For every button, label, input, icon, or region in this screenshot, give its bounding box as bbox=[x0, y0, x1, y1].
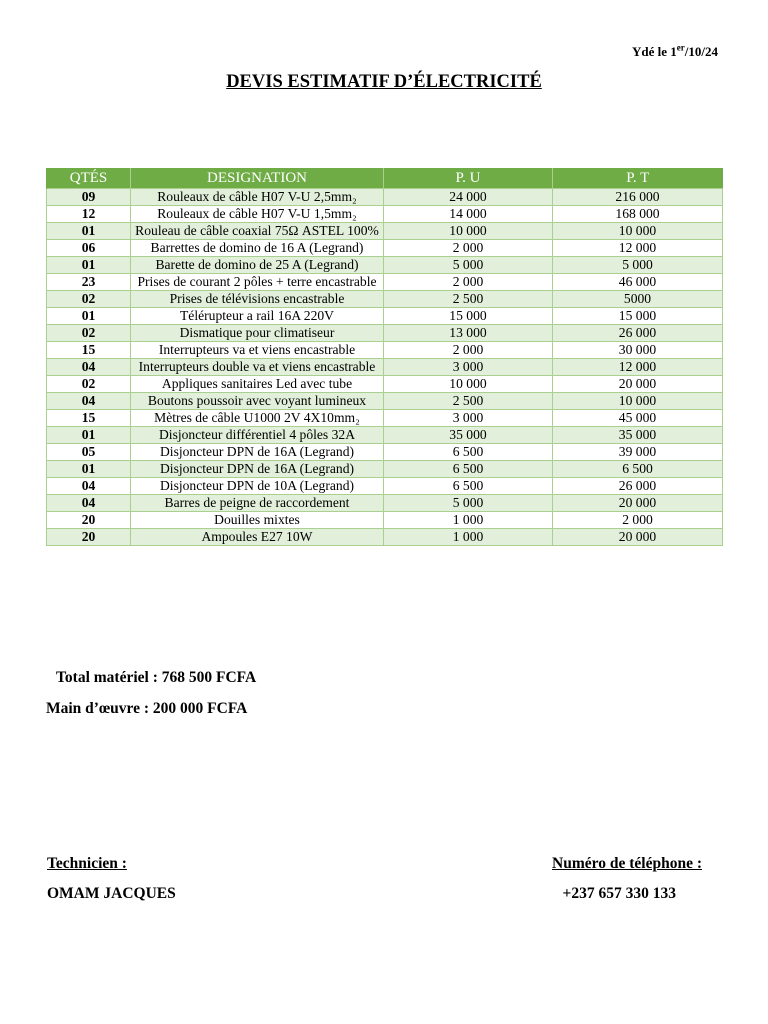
column-header-designation: DESIGNATION bbox=[131, 168, 384, 189]
cell-qty: 01 bbox=[47, 427, 131, 444]
cell-designation: Disjoncteur DPN de 10A (Legrand) bbox=[131, 478, 384, 495]
cell-unit-price: 6 500 bbox=[384, 478, 553, 495]
cell-total-price: 6 500 bbox=[553, 461, 723, 478]
cell-unit-price: 2 000 bbox=[384, 342, 553, 359]
cell-qty: 01 bbox=[47, 257, 131, 274]
table-row bbox=[47, 444, 723, 461]
technicien-name: OMAM JACQUES bbox=[47, 885, 176, 902]
cell-total-price: 12 000 bbox=[553, 240, 723, 257]
table-row bbox=[47, 529, 723, 546]
cell-designation: Disjoncteur différentiel 4 pôles 32A bbox=[131, 427, 384, 444]
cell-total-price: 10 000 bbox=[553, 223, 723, 240]
cell-qty: 04 bbox=[47, 478, 131, 495]
cell-qty: 15 bbox=[47, 410, 131, 427]
cell-qty: 01 bbox=[47, 223, 131, 240]
table-row bbox=[47, 478, 723, 495]
table-row bbox=[47, 410, 723, 427]
table-row bbox=[47, 359, 723, 376]
cell-designation: Rouleaux de câble H07 V-U 2,5mm₂ bbox=[131, 189, 384, 206]
table-row bbox=[47, 342, 723, 359]
cell-qty: 20 bbox=[47, 512, 131, 529]
cell-unit-price: 2 000 bbox=[384, 240, 553, 257]
cell-designation: Boutons poussoir avec voyant lumineux bbox=[131, 393, 384, 410]
cell-designation: Disjoncteur DPN de 16A (Legrand) bbox=[131, 444, 384, 461]
total-materiel: Total matériel : 768 500 FCFA bbox=[56, 669, 257, 686]
cell-designation: Disjoncteur DPN de 16A (Legrand) bbox=[131, 461, 384, 478]
table-body bbox=[47, 189, 723, 546]
cell-qty: 23 bbox=[47, 274, 131, 291]
table-row bbox=[47, 223, 723, 240]
table-row bbox=[47, 427, 723, 444]
cell-designation: Barette de domino de 25 A (Legrand) bbox=[131, 257, 384, 274]
cell-designation: Dismatique pour climatiseur bbox=[131, 325, 384, 342]
cell-total-price: 26 000 bbox=[553, 478, 723, 495]
table-row bbox=[47, 308, 723, 325]
cell-total-price: 45 000 bbox=[553, 410, 723, 427]
cell-unit-price: 2 500 bbox=[384, 393, 553, 410]
cell-total-price: 10 000 bbox=[553, 393, 723, 410]
table-row bbox=[47, 461, 723, 478]
cell-qty: 04 bbox=[47, 359, 131, 376]
cell-designation: Télérupteur a rail 16A 220V bbox=[131, 308, 384, 325]
cell-total-price: 168 000 bbox=[553, 206, 723, 223]
cell-qty: 12 bbox=[47, 206, 131, 223]
cell-designation: Prises de courant 2 pôles + terre encastrable bbox=[131, 274, 384, 291]
cell-qty: 02 bbox=[47, 325, 131, 342]
table-row bbox=[47, 240, 723, 257]
cell-unit-price: 1 000 bbox=[384, 512, 553, 529]
cell-total-price: 20 000 bbox=[553, 529, 723, 546]
cell-designation: Rouleaux de câble H07 V-U 1,5mm₂ bbox=[131, 206, 384, 223]
cell-unit-price: 2 000 bbox=[384, 274, 553, 291]
cell-qty: 02 bbox=[47, 291, 131, 308]
table-row bbox=[47, 495, 723, 512]
cell-total-price: 30 000 bbox=[553, 342, 723, 359]
cell-designation: Interrupteurs double va et viens encastrable bbox=[131, 359, 384, 376]
table-row bbox=[47, 393, 723, 410]
cell-qty: 20 bbox=[47, 529, 131, 546]
cell-unit-price: 6 500 bbox=[384, 461, 553, 478]
cell-total-price: 46 000 bbox=[553, 274, 723, 291]
cell-designation: Douilles mixtes bbox=[131, 512, 384, 529]
cell-designation: Appliques sanitaires Led avec tube bbox=[131, 376, 384, 393]
phone-number: +237 657 330 133 bbox=[562, 885, 676, 902]
cell-unit-price: 5 000 bbox=[384, 257, 553, 274]
table-row bbox=[47, 325, 723, 342]
column-header-unit-price: P. U bbox=[384, 168, 553, 189]
cell-qty: 15 bbox=[47, 342, 131, 359]
table-row bbox=[47, 257, 723, 274]
cell-qty: 06 bbox=[47, 240, 131, 257]
cell-designation: Mètres de câble U1000 2V 4X10mm₂ bbox=[131, 410, 384, 427]
cell-qty: 02 bbox=[47, 376, 131, 393]
column-header-qty: QTÉS bbox=[47, 168, 131, 189]
cell-designation: Barres de peigne de raccordement bbox=[131, 495, 384, 512]
main-oeuvre: Main d’œuvre : 200 000 FCFA bbox=[46, 700, 248, 717]
phone-label: Numéro de téléphone : bbox=[552, 855, 702, 872]
table-header-row bbox=[47, 168, 723, 189]
cell-qty: 05 bbox=[47, 444, 131, 461]
quote-table bbox=[46, 168, 723, 546]
cell-qty: 04 bbox=[47, 495, 131, 512]
cell-qty: 04 bbox=[47, 393, 131, 410]
cell-designation: Prises de télévisions encastrable bbox=[131, 291, 384, 308]
cell-total-price: 5 000 bbox=[553, 257, 723, 274]
cell-total-price: 12 000 bbox=[553, 359, 723, 376]
cell-total-price: 2 000 bbox=[553, 512, 723, 529]
table-row bbox=[47, 291, 723, 308]
document-date bbox=[632, 44, 718, 60]
table-row bbox=[47, 189, 723, 206]
cell-total-price: 5000 bbox=[553, 291, 723, 308]
cell-total-price: 15 000 bbox=[553, 308, 723, 325]
cell-unit-price: 10 000 bbox=[384, 376, 553, 393]
cell-unit-price: 14 000 bbox=[384, 206, 553, 223]
cell-total-price: 216 000 bbox=[553, 189, 723, 206]
cell-designation: Ampoules E27 10W bbox=[131, 529, 384, 546]
cell-qty: 09 bbox=[47, 189, 131, 206]
cell-unit-price: 3 000 bbox=[384, 359, 553, 376]
cell-unit-price: 2 500 bbox=[384, 291, 553, 308]
cell-unit-price: 13 000 bbox=[384, 325, 553, 342]
cell-unit-price: 10 000 bbox=[384, 223, 553, 240]
date-rest: /10/24 bbox=[684, 44, 718, 59]
technicien-label: Technicien : bbox=[47, 855, 127, 872]
cell-unit-price: 15 000 bbox=[384, 308, 553, 325]
cell-designation: Rouleau de câble coaxial 75Ω ASTEL 100% bbox=[131, 223, 384, 240]
cell-unit-price: 35 000 bbox=[384, 427, 553, 444]
cell-qty: 01 bbox=[47, 461, 131, 478]
table-row bbox=[47, 512, 723, 529]
cell-unit-price: 1 000 bbox=[384, 529, 553, 546]
cell-total-price: 20 000 bbox=[553, 376, 723, 393]
cell-unit-price: 24 000 bbox=[384, 189, 553, 206]
cell-designation: Barrettes de domino de 16 A (Legrand) bbox=[131, 240, 384, 257]
cell-qty: 01 bbox=[47, 308, 131, 325]
document-title: DEVIS ESTIMATIF D’ÉLECTRICITÉ bbox=[226, 72, 542, 92]
date-superscript: er bbox=[676, 42, 685, 53]
cell-total-price: 26 000 bbox=[553, 325, 723, 342]
column-header-total-price: P. T bbox=[553, 168, 723, 189]
cell-unit-price: 6 500 bbox=[384, 444, 553, 461]
cell-total-price: 20 000 bbox=[553, 495, 723, 512]
date-day: Ydé le 1 bbox=[631, 44, 677, 59]
cell-total-price: 35 000 bbox=[553, 427, 723, 444]
table-row bbox=[47, 376, 723, 393]
cell-unit-price: 5 000 bbox=[384, 495, 553, 512]
table-row bbox=[47, 206, 723, 223]
cell-unit-price: 3 000 bbox=[384, 410, 553, 427]
cell-total-price: 39 000 bbox=[553, 444, 723, 461]
table-row bbox=[47, 274, 723, 291]
cell-designation: Interrupteurs va et viens encastrable bbox=[131, 342, 384, 359]
